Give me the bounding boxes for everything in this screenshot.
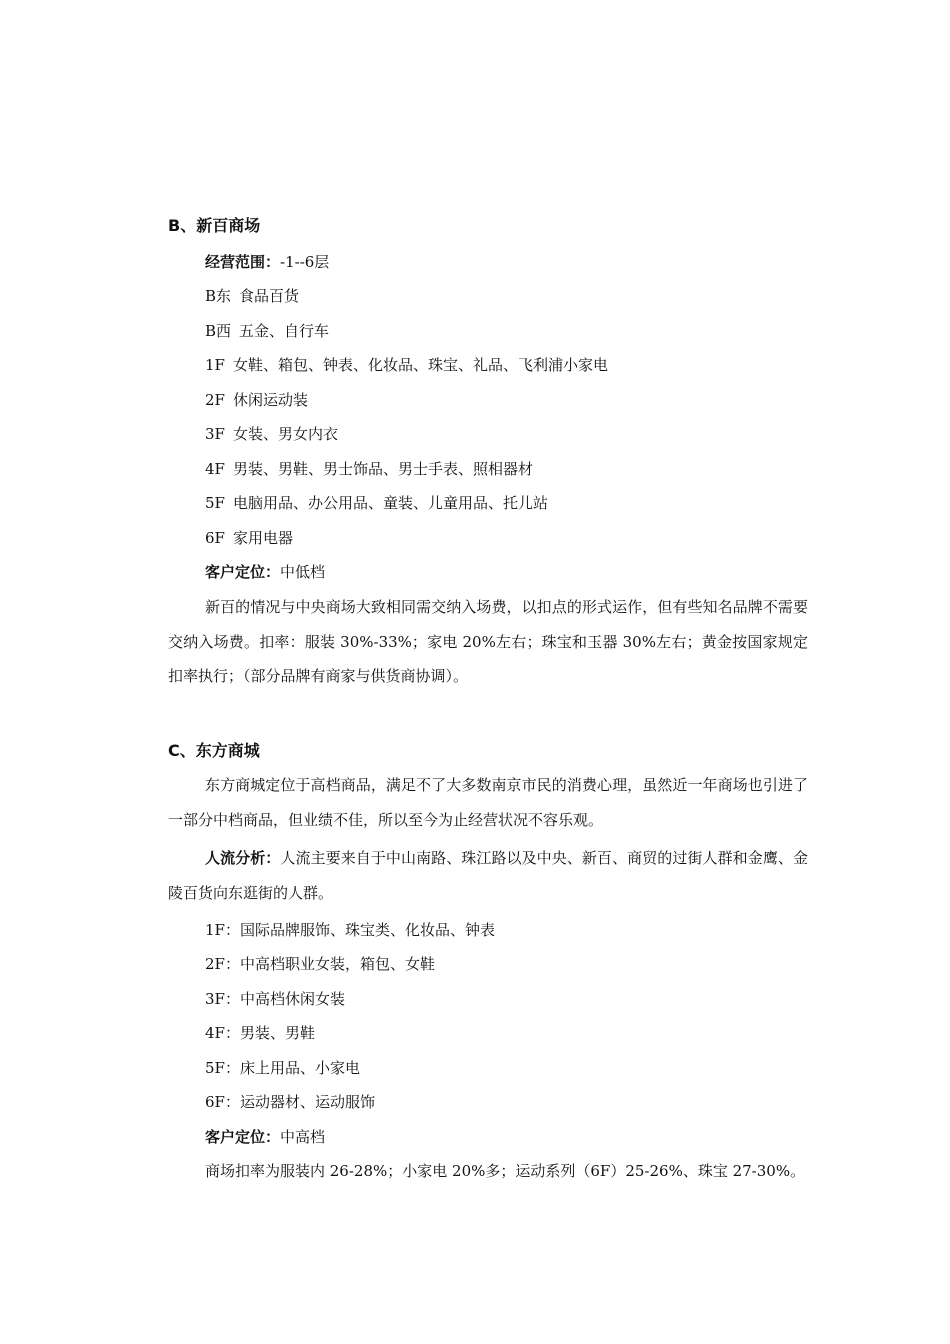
floor-line <box>205 389 308 411</box>
section-c-intro: 东方商城定位于高档商品，满足不了大多数南京市民的消费心理，虽然近一年商场也引进了一部分中档商品，但业绩不佳，所以至今为止经营状况不容乐观。 <box>168 776 808 829</box>
floor-line <box>205 320 329 342</box>
floor-line <box>205 458 533 480</box>
section-b-paragraph: 新百的情况与中央商场大致相同需交纳入场费，以扣点的形式运作，但有些知名品牌不需要交纳入场费。扣率：服装 30%-33%；家电 20%左右；珠宝和玉器 30%左右；黄金按国家规定扣率执行；（部分品牌有商家与供货商协调）。 <box>168 598 808 685</box>
floor-line <box>205 423 338 445</box>
positioning-label: 客户定位： <box>205 563 281 581</box>
floor-line <box>205 492 548 514</box>
section-b-positioning <box>205 561 325 583</box>
floor-line <box>205 527 293 549</box>
floor-line <box>205 285 299 307</box>
section-c-title: C、东方商城 <box>168 741 260 760</box>
floor-content: 女装、男女内衣 <box>232 425 338 443</box>
section-b-scope <box>205 251 329 273</box>
floor-label: 4F <box>205 460 225 478</box>
floor-label: 1F <box>205 356 225 374</box>
floor-label: 5F <box>205 494 225 512</box>
floor-label: 2F <box>205 391 225 409</box>
floor-line: 6F：运动器材、运动服饰 <box>205 1093 375 1111</box>
floor-content: 女鞋、箱包、钟表、化妆品、珠宝、礼品、飞利浦小家电 <box>232 356 608 374</box>
floor-label: B西 <box>205 322 232 340</box>
floor-line: 3F：中高档休闲女装 <box>205 990 345 1008</box>
scope-value: -1--6层 <box>280 253 330 271</box>
floor-content: 食品百货 <box>239 287 300 305</box>
section-c-paragraph: 商场扣率为服装内 26-28%；小家电 20%多；运动系列（6F）25-26%、珠宝 27-30%。 <box>205 1162 806 1180</box>
scope-label: 经营范围： <box>205 253 281 271</box>
floor-content: 男装、男鞋、男士饰品、男士手表、照相器材 <box>232 460 533 478</box>
section-b-title: B、新百商场 <box>168 216 261 235</box>
floor-line: 5F：床上用品、小家电 <box>205 1059 360 1077</box>
floor-line: 4F：男装、男鞋 <box>205 1024 315 1042</box>
floor-content: 电脑用品、办公用品、童装、儿童用品、托儿站 <box>232 494 548 512</box>
positioning-value: 中低档 <box>280 563 326 581</box>
section-c-positioning <box>205 1126 325 1148</box>
positioning-label: 客户定位： <box>205 1128 281 1146</box>
section-c-flow <box>168 841 808 910</box>
floor-label: 6F <box>205 529 225 547</box>
floor-content: 五金、自行车 <box>239 322 330 340</box>
flow-label: 人流分析： <box>205 849 281 867</box>
floor-line: 1F：国际品牌服饰、珠宝类、化妆品、钟表 <box>205 921 495 939</box>
floor-line: 2F：中高档职业女装，箱包、女鞋 <box>205 955 435 973</box>
floor-content: 休闲运动装 <box>232 391 308 409</box>
positioning-value: 中高档 <box>280 1128 326 1146</box>
floor-line <box>205 354 608 376</box>
flow-text: 人流主要来自于中山南路、珠江路以及中央、新百、商贸的过街人群和金鹰、金陵百货向东逛街的人群。 <box>168 849 808 902</box>
floor-label: 3F <box>205 425 225 443</box>
floor-label: B东 <box>205 287 232 305</box>
floor-content: 家用电器 <box>232 529 293 547</box>
